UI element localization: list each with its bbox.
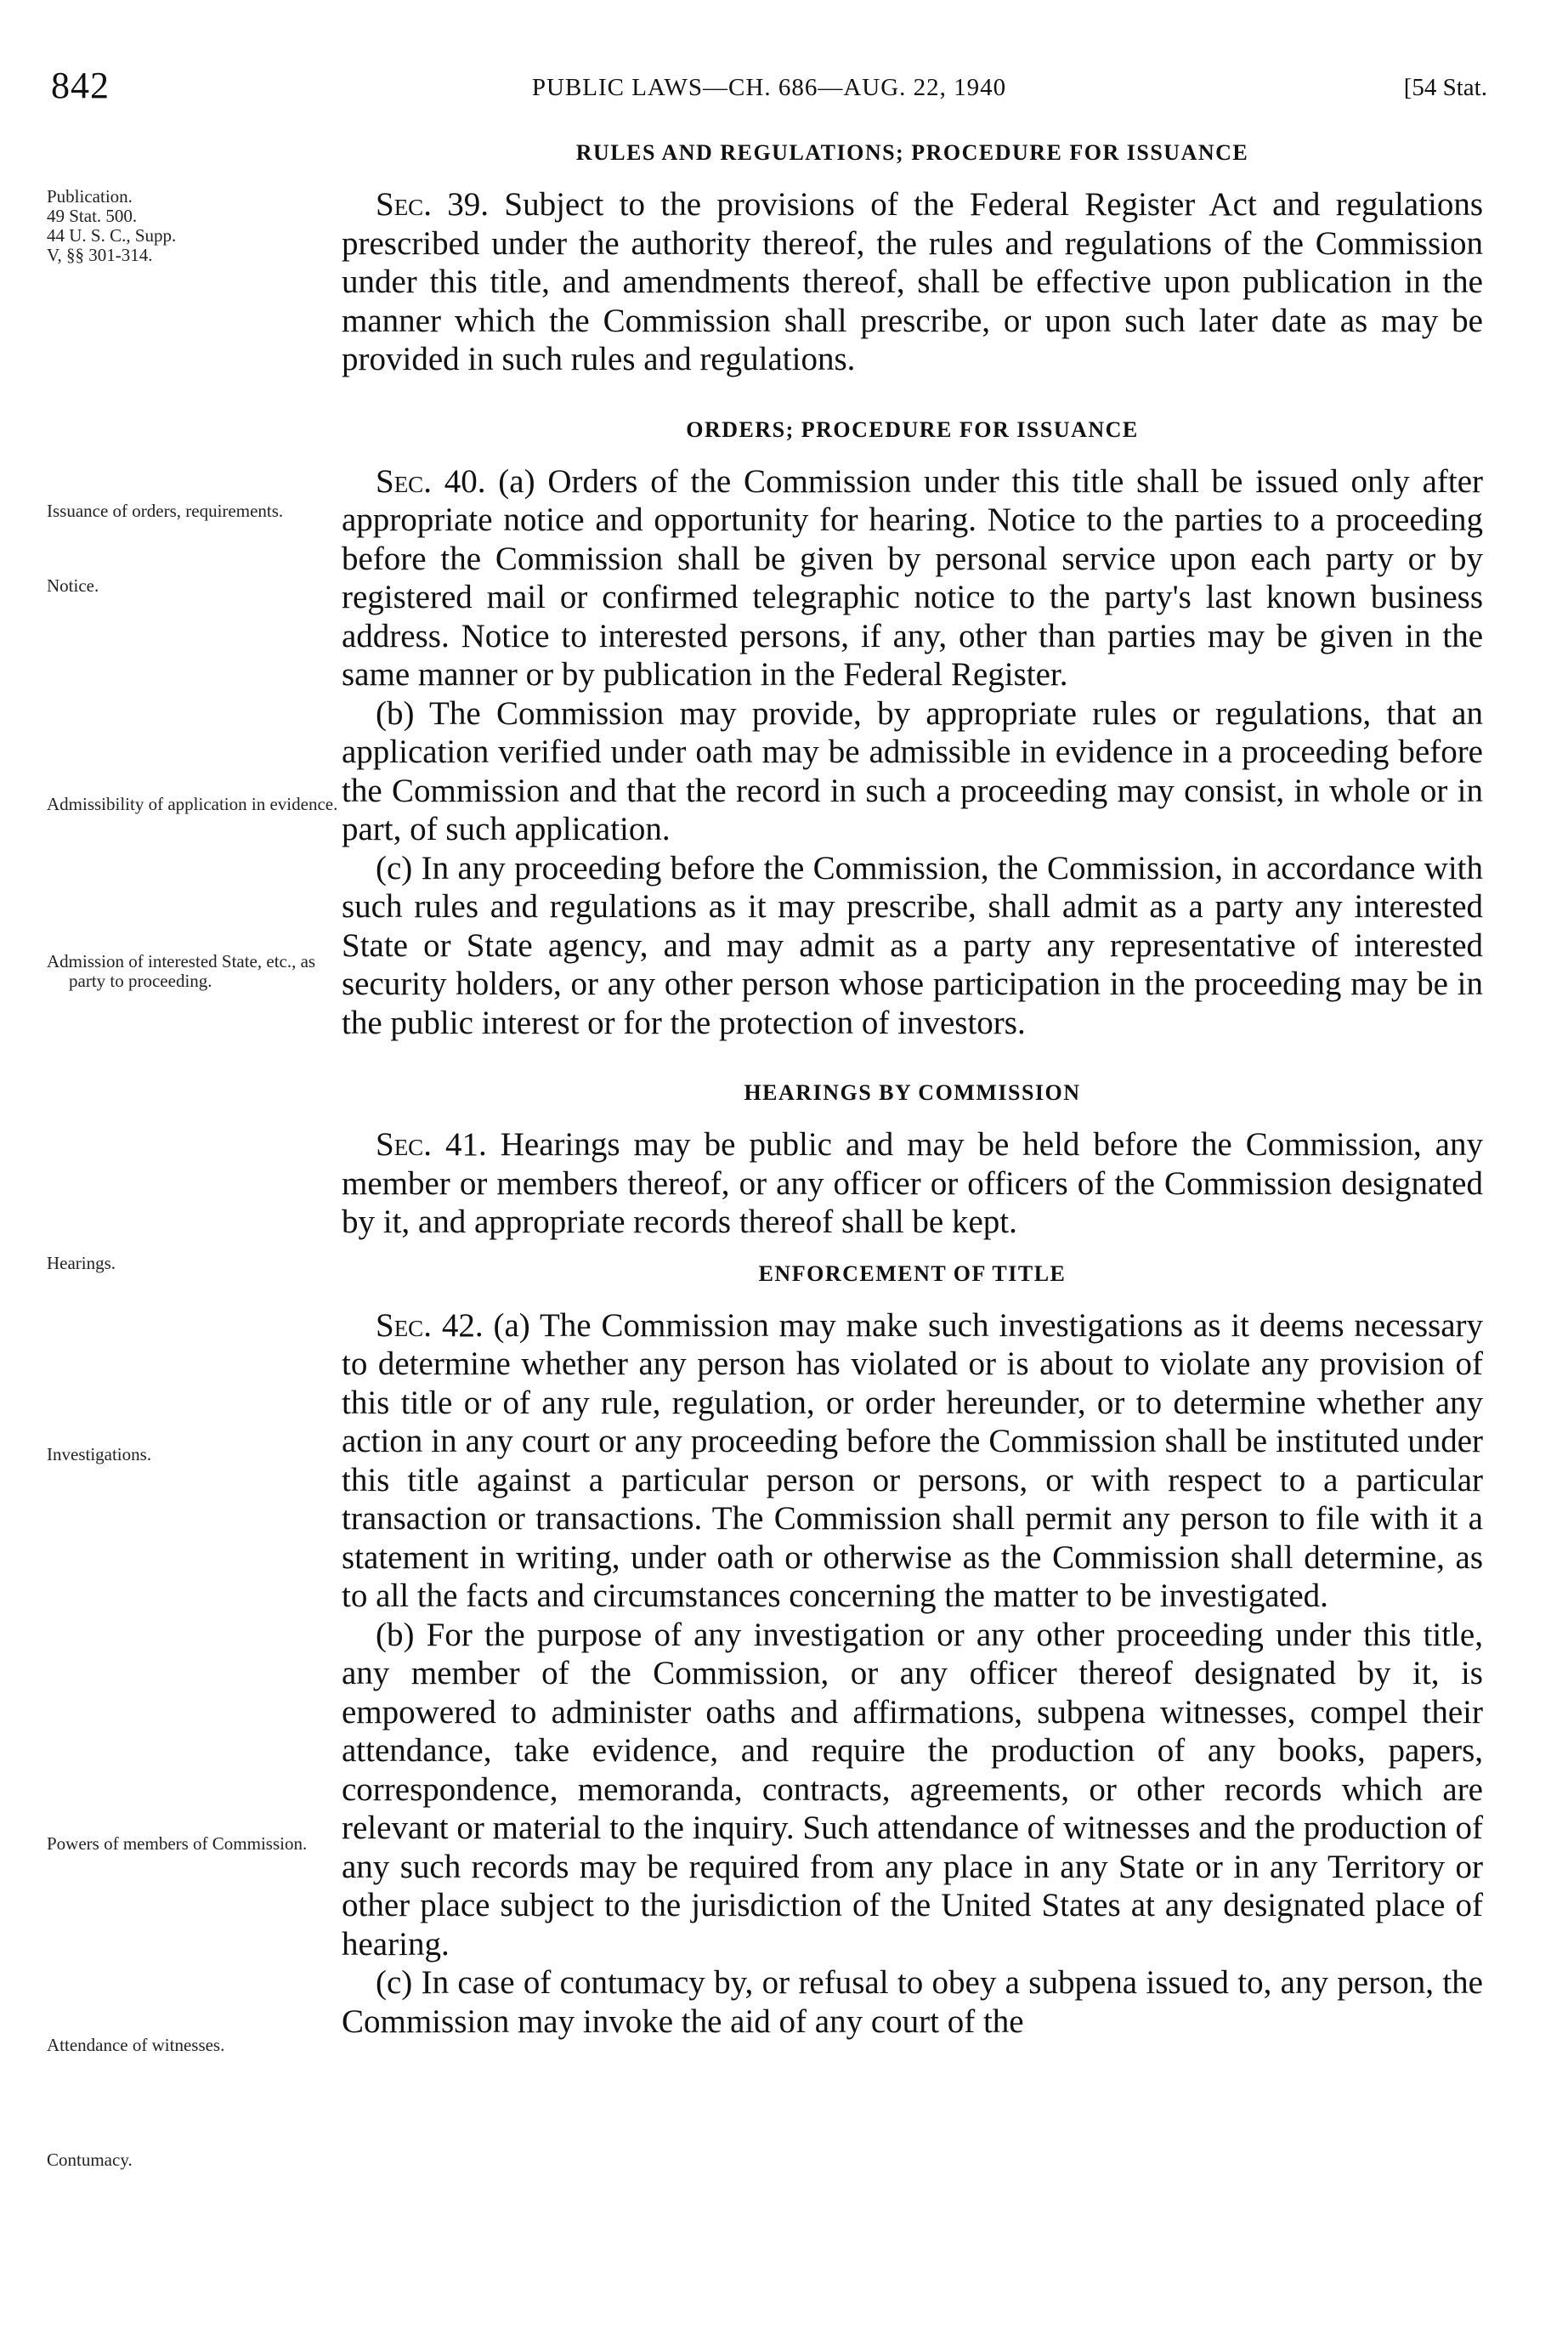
section-label: Sec. 40. bbox=[376, 462, 486, 500]
section-text: (a) The Commission may make such investigations as it deems necessary to determine whether any person has violated or is about to violate any provision of this title or of any rule, regulation, or order hereunder, or to determine whether any action in any court or any proceeding before the Commission shall be instituted under this title against a particular person or persons, or with respect to a particular transaction or transactions. The Commission shall permit any person to file with it a statement in writing, under oath or otherwise as the Commission shall determine, as to all the facts and circumstances concerning the matter to be investigated. bbox=[342, 1306, 1483, 1614]
margin-note-powers: Powers of members of Commission. bbox=[47, 1833, 308, 1854]
margin-note-contumacy: Contumacy. bbox=[47, 2150, 133, 2170]
section-label: Sec. 41. bbox=[376, 1126, 487, 1163]
section-42c: (c) In case of contumacy by, or refusal to obey a subpena issued to, any person, the Commission may invoke the aid of any court of the bbox=[342, 1964, 1483, 2040]
section-text: Hearings may be public and may be held before the Commission, any member or members thereof, or any officer or officers of the Commission designated by it, and appropriate records thereof shall be kept. bbox=[342, 1126, 1483, 1240]
margin-note-publication bbox=[47, 187, 327, 265]
note-citation: 44 U. S. C., Supp. bbox=[47, 225, 177, 246]
section-heading: ORDERS; PROCEDURE FOR ISSUANCE bbox=[686, 416, 1139, 442]
section-39 bbox=[342, 185, 1483, 379]
section-41 bbox=[342, 1125, 1483, 1242]
section-40c: (c) In any proceeding before the Commission, the Commission, in accordance with such rules and regulations as it may prescribe, shall admit as a party any interested State or State agency, and may admit as a party any representative of interested security holders, or any other person whose participation in the proceeding may be in the public interest or for the protection of investors. bbox=[342, 849, 1483, 1041]
section-heading: RULES AND REGULATIONS; PROCEDURE FOR ISSUANCE bbox=[575, 140, 1249, 165]
section-text: Subject to the provisions of the Federal Register Act and regulations prescribed under the authority thereof, the rules and regulations of the Commission under this title, and amendments thereof, shall be effective upon publication in the manner which the Commission shall prescribe, or upon such later date as may be provided in such rules and regulations. bbox=[342, 186, 1483, 377]
section-label: Sec. 39. bbox=[376, 186, 490, 223]
running-head bbox=[51, 64, 1487, 115]
section-label: Sec. 42. bbox=[376, 1306, 484, 1344]
margin-note-hearings: Hearings. bbox=[47, 1253, 116, 1273]
section-heading: HEARINGS BY COMMISSION bbox=[744, 1080, 1081, 1105]
main-text bbox=[342, 136, 1483, 2041]
margin-note-admission: Admission of interested State, etc., as party to proceeding. bbox=[47, 951, 316, 991]
running-title: PUBLIC LAWS—CH. 686—AUG. 22, 1940 bbox=[531, 74, 1007, 101]
note-publication: Publication. bbox=[47, 186, 133, 207]
section-42b: (b) For the purpose of any investigation or any other proceeding under this title, any member of the Commission, or any officer thereof designated by it, is empowered to administer oaths and affirmations, subpena witnesses, compel their attendance, take evidence, and require the production of any books, papers, correspondence, memoranda, contracts, agreements, or other records which are relevant or material to the inquiry. Such attendance of witnesses and the production of any such records may be required from any place in any State or in any Territory or other place subject to the jurisdiction of the United States at any designated place of hearing. bbox=[342, 1616, 1483, 1963]
volume-reference: [54 Stat. bbox=[1403, 74, 1487, 101]
note-citation: V, §§ 301-314. bbox=[47, 245, 153, 265]
section-42a bbox=[342, 1306, 1483, 1616]
margin-note-attendance: Attendance of witnesses. bbox=[47, 2035, 225, 2055]
section-text: (a) Orders of the Commission under this title shall be issued only after appropriate notice and opportunity for hearing. Notice to the parties to a proceeding before the Commission shall be given by personal service upon each party or by registered mail or confirmed telegraphic notice to the party's last known business address. Notice to interested persons, if any, other than parties may be given in the same manner or by publication in the Federal Register. bbox=[342, 462, 1483, 693]
note-citation: 49 Stat. 500. bbox=[47, 206, 138, 226]
page-number: 842 bbox=[51, 65, 110, 106]
section-40b: (b) The Commission may provide, by appropriate rules or regulations, that an application verified under oath may be admissible in evidence in a proceeding before the Commission and that the record in such a proceeding may consist, in whole or in part, of such application. bbox=[342, 694, 1483, 847]
section-heading: ENFORCEMENT OF TITLE bbox=[758, 1260, 1067, 1286]
margin-note-notice: Notice. bbox=[47, 575, 99, 596]
margin-note-investigations: Investigations. bbox=[47, 1444, 152, 1464]
margin-note-admissibility: Admissibility of application in evidence. bbox=[47, 794, 338, 814]
margin-note-issuance: Issuance of orders, requirements. bbox=[47, 501, 284, 521]
section-40a bbox=[342, 462, 1483, 694]
